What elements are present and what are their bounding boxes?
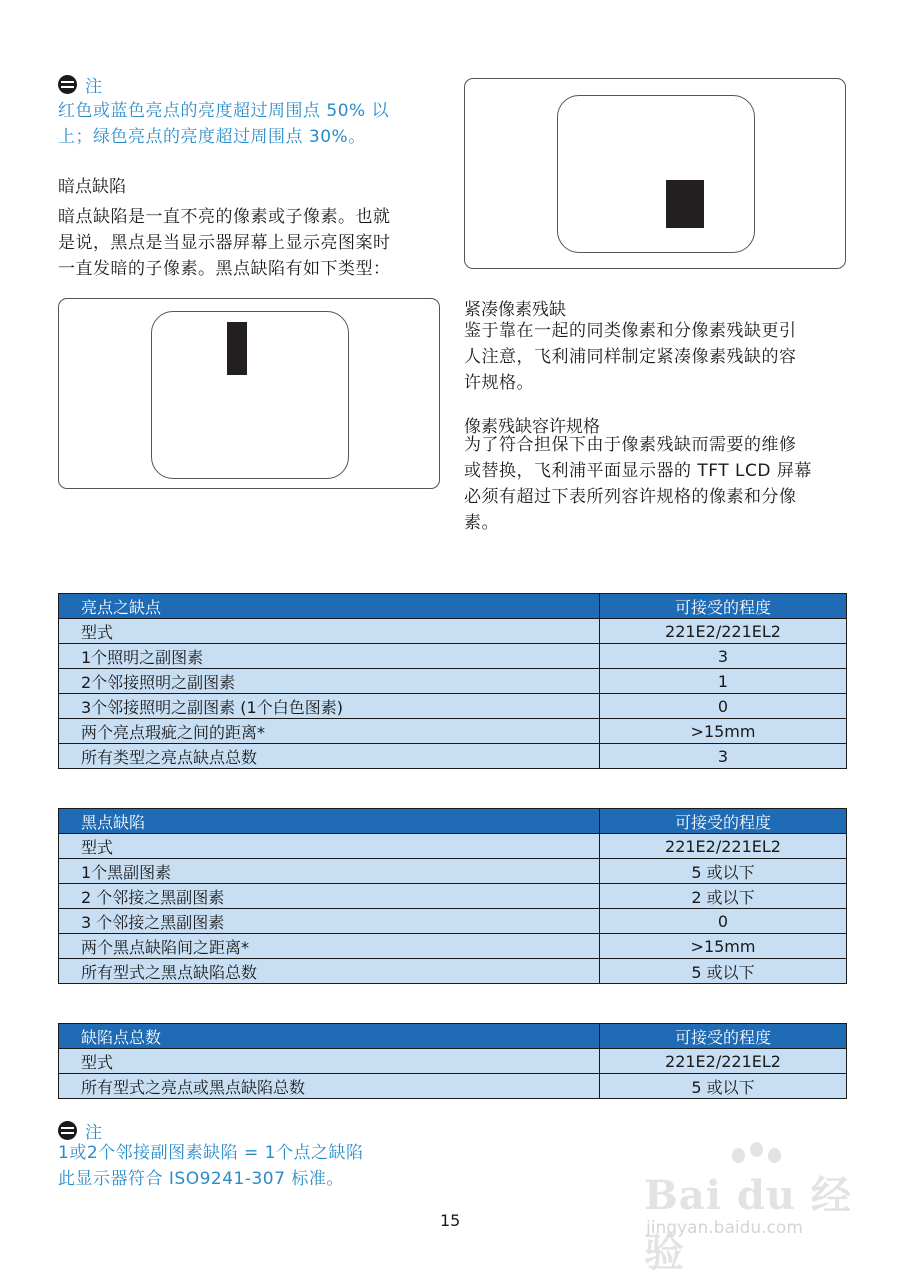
row-value: 5 或以下 — [600, 859, 847, 884]
row-value: 5 或以下 — [600, 1074, 847, 1099]
bright-dot-table — [58, 593, 847, 769]
row-value: 221E2/221EL2 — [600, 834, 847, 859]
header-cell: 黑点缺陷 — [59, 809, 600, 834]
row-label: 两个亮点瑕疵之间的距离* — [59, 719, 600, 744]
table-header-row — [59, 809, 847, 834]
adjacent-dark-subpixels-illustration — [464, 78, 846, 269]
pixel-frame — [557, 95, 755, 253]
row-value: 5 或以下 — [600, 959, 847, 984]
paw-icon — [750, 1142, 763, 1157]
row-label: 2个邻接照明之副图素 — [59, 669, 600, 694]
proximity-heading: 紧凑像素残缺 — [464, 300, 566, 320]
header-cell: 缺陷点总数 — [59, 1024, 600, 1049]
proximity-paragraph — [464, 318, 854, 396]
table-row — [59, 1049, 847, 1074]
paragraph-line: 许规格。 — [464, 373, 534, 393]
row-label: 3个邻接照明之副图素 (1个白色图素) — [59, 694, 600, 719]
paragraph-line: 必须有超过下表所列容许规格的像素和分像 — [464, 487, 797, 507]
row-label: 型式 — [59, 1049, 600, 1074]
watermark-url: jingyan.baidu.com — [646, 1218, 803, 1238]
paragraph-line: 暗点缺陷是一直不亮的像素或子像素。也就 — [58, 207, 391, 227]
dark-dot-heading: 暗点缺陷 — [58, 177, 126, 197]
table-row — [59, 859, 847, 884]
paragraph-line: 一直发暗的子像素。黑点缺陷有如下类型： — [58, 259, 391, 279]
dark-subpixel-illustration — [58, 298, 440, 489]
row-label: 1个照明之副图素 — [59, 644, 600, 669]
paragraph-line: 为了符合担保下由于像素残缺而需要的维修 — [464, 435, 797, 455]
row-label: 型式 — [59, 834, 600, 859]
note-line: 上；绿色亮点的亮度超过周围点 30%。 — [58, 127, 366, 147]
pixel-frame — [151, 311, 349, 479]
dark-dot-table — [58, 808, 847, 984]
note-line: 1或2个邻接副图素缺陷 = 1个点之缺陷 — [58, 1143, 364, 1163]
table-header-row — [59, 594, 847, 619]
table-row — [59, 834, 847, 859]
paragraph-line: 或替换，飞利浦平面显示器的 TFT LCD 屏幕 — [464, 461, 812, 481]
table-row — [59, 719, 847, 744]
table-row — [59, 1074, 847, 1099]
header-cell: 可接受的程度 — [600, 809, 847, 834]
table-row — [59, 959, 847, 984]
row-label: 型式 — [59, 619, 600, 644]
row-label: 所有类型之亮点缺点总数 — [59, 744, 600, 769]
row-value: 3 — [600, 744, 847, 769]
page-number: 15 — [440, 1211, 461, 1230]
row-value: 221E2/221EL2 — [600, 1049, 847, 1074]
row-label: 2 个邻接之黑副图素 — [59, 884, 600, 909]
header-cell: 可接受的程度 — [600, 1024, 847, 1049]
note-label: 注 — [85, 77, 102, 97]
watermark-brand: Bai du 经验 — [644, 1172, 852, 1276]
note-icon — [58, 75, 77, 94]
note-label: 注 — [85, 1123, 102, 1143]
row-value: 1 — [600, 669, 847, 694]
total-defects-table — [58, 1023, 847, 1099]
row-value: 2 或以下 — [600, 884, 847, 909]
row-value: 0 — [600, 694, 847, 719]
note-heading — [58, 72, 102, 97]
row-label: 所有型式之黑点缺陷总数 — [59, 959, 600, 984]
table-row — [59, 619, 847, 644]
table-row — [59, 934, 847, 959]
paragraph-line: 是说，黑点是当显示器屏幕上显示亮图案时 — [58, 233, 391, 253]
paragraph-line: 鉴于靠在一起的同类像素和分像素残缺更引 — [464, 321, 797, 341]
paragraph-line: 人注意，飞利浦同样制定紧凑像素残缺的容 — [464, 347, 797, 367]
header-cell: 可接受的程度 — [600, 594, 847, 619]
paragraph-line: 素。 — [464, 513, 499, 533]
table-row — [59, 744, 847, 769]
row-label: 3 个邻接之黑副图素 — [59, 909, 600, 934]
header-cell: 亮点之缺点 — [59, 594, 600, 619]
note-line: 此显示器符合 ISO9241-307 标准。 — [58, 1169, 344, 1189]
table-row — [59, 669, 847, 694]
tolerance-heading: 像素残缺容许规格 — [464, 417, 600, 437]
dark-dot-paragraph — [58, 204, 448, 282]
row-value: >15mm — [600, 719, 847, 744]
note-line: 红色或蓝色亮点的亮度超过周围点 50% 以 — [58, 101, 390, 121]
tolerance-paragraph — [464, 432, 854, 536]
row-label: 1个黑副图素 — [59, 859, 600, 884]
note-icon — [58, 1121, 77, 1140]
row-label: 所有型式之亮点或黑点缺陷总数 — [59, 1074, 600, 1099]
table-header-row — [59, 1024, 847, 1049]
row-label: 两个黑点缺陷间之距离* — [59, 934, 600, 959]
paw-icon — [768, 1148, 781, 1163]
paw-icon — [732, 1148, 745, 1163]
baidu-watermark — [640, 1140, 880, 1276]
row-value: >15mm — [600, 934, 847, 959]
dark-subpixel-block — [227, 322, 247, 375]
dark-subpixel-block — [666, 180, 704, 228]
row-value: 3 — [600, 644, 847, 669]
table-row — [59, 909, 847, 934]
table-row — [59, 884, 847, 909]
note-text — [58, 98, 448, 150]
table-row — [59, 694, 847, 719]
table-row — [59, 644, 847, 669]
row-value: 0 — [600, 909, 847, 934]
note-text — [58, 1140, 478, 1192]
row-value: 221E2/221EL2 — [600, 619, 847, 644]
